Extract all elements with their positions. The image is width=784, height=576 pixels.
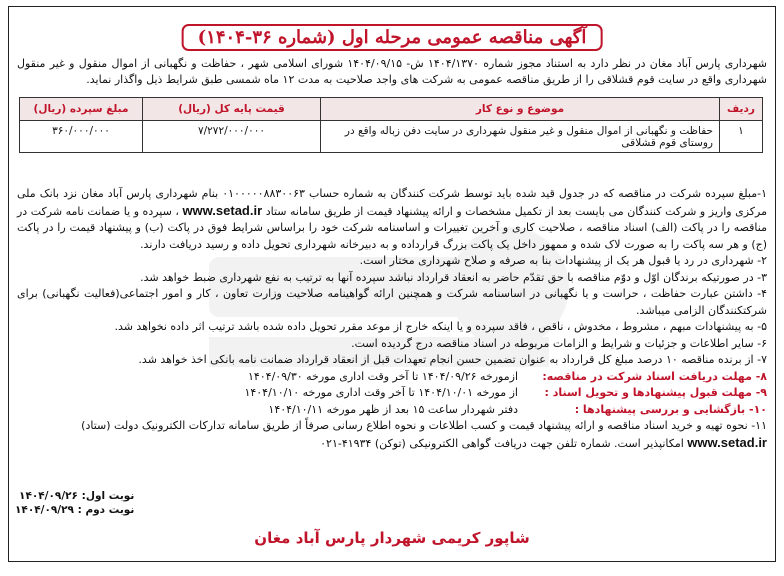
submission-deadline-value: از مورخه ۱۴۰۴/۱۰/۰۱ تا آخر وقت اداری مورخه ۱۴۰۴/۱۰/۱۰ bbox=[244, 386, 518, 399]
condition-10 bbox=[17, 402, 767, 419]
tender-notice bbox=[8, 6, 776, 562]
mayor-signature: شاپور کریمی شهردار پارس آباد مغان bbox=[254, 529, 530, 547]
row-number: ۱ bbox=[720, 121, 763, 153]
opening-label: ۱۰- بازگشایی و بررسی پیشنهادها : bbox=[574, 402, 767, 416]
second-turn: نوبت دوم : ۱۴۰۴/۰۹/۲۹ bbox=[15, 504, 135, 516]
opening-value: دفتر شهردار ساعت ۱۵ بعد از ظهر مورخه ۱۴۰۴/۱۰/۱۱ bbox=[268, 402, 518, 416]
condition-1-text-a: ۱-مبلغ سپرده شرکت در مناقصه که در جدول قید شده باید توسط شرکت کنندگان به شماره حساب ۰۱۰۰۰۰۰۸۸۳۰۰۶۳ بنام شهرداری پارس آباد مغان نزد بانک ملی مرکزی واریز و شرکت کنندگان می بایست بعد از تکمیل مشخصات و ارائه پیشنهاد قیمت از طریق سامانه ستاد bbox=[17, 187, 767, 218]
document-deadline-value: ازمورخه ۱۴۰۴/۰۹/۲۶ تا آخر وقت اداری مورخه ۱۴۰۴/۰۹/۳۰ bbox=[247, 369, 518, 383]
condition-6: ۶- سایر اطلاعات و جزئیات و شرایط و الزامات مربوطه در اسناد مناقصه درج گردیده است. bbox=[351, 336, 767, 350]
table-header-row bbox=[20, 98, 763, 121]
row-subject: حفاظت و نگهبانی از اموال منقول و غیر منقول شهرداری در سایت دفن زباله واقع در روستای قوم قشلاقی bbox=[321, 121, 720, 153]
condition-4: ۴- داشتن عبارت حفاظت ، حراست و یا نگهبانی در اساسنامه شرکت و همچنین ارائه گواهینامه صلاحیت وزارت تعاون ، کار و امور اجتماعی(فعالیت نگهبانی) برای شرکتکنندگان الزامی میباشد. bbox=[17, 287, 767, 317]
condition-7: ۷- از برنده مناقصه ۱۰ درصد مبلغ کل قرارداد به عنوان تضمین حسن انجام تعهدات قبل از انعقاد قرارداد ضمانت نامه بانکی اخذ خواهد شد. bbox=[138, 353, 767, 366]
condition-1 bbox=[17, 186, 767, 253]
condition-11-text-a: ۱۱- نحوه تهیه و خرید اسناد مناقصه و ارائه پیشنهاد قیمت و کسب اطلاعات و نحوه اطلاع رسانی صرفاً از طریق سامانه تدارکات الکترونیک دولت (ستاد) bbox=[81, 419, 767, 432]
col-subject-header: موضوع و نوع کار bbox=[321, 98, 720, 121]
first-turn: نوبت اول: ۱۴۰۴/۰۹/۲۶ bbox=[19, 490, 135, 502]
col-deposit-header: مبلغ سپرده (ریال) bbox=[20, 98, 143, 121]
setad-link[interactable]: www.setad.ir bbox=[182, 202, 263, 218]
submission-deadline-label: ۹- مهلت قبول پیشنهادها و تحویل اسناد : bbox=[544, 386, 767, 399]
condition-5: ۵- به پیشنهادات مبهم ، مشروط ، مخدوش ، ناقص ، فاقد سپرده و یا اینکه خارج از موعد مقرر تحویل داده شده باشد ترتیب اثر داده نخواهد شد. bbox=[114, 320, 767, 333]
tender-table bbox=[19, 97, 763, 153]
notice-title: آگهی مناقصه عمومی مرحله اول (شماره ۳۶-۱۴۰۴) bbox=[182, 24, 603, 51]
setad-link-2[interactable]: www.setad.ir bbox=[687, 434, 767, 450]
intro-paragraph: شهرداری پارس آباد مغان در نظر دارد به استناد مجوز شماره ۱۴۰۴/۱۳۷۰ ش- ۱۴۰۴/۰۹/۱۵ شورای اسلامی شهر ، حفاظت و نگهبانی از اموال منقول و غیر منقول شهرداری واقع در سایت قوم قشلاقی را از طریق مناقصه عمومی به شرکت های واجد صلاحیت به مدت ۱۲ ماه شمسی طبق شرایط ذیل واگذار نماید. bbox=[17, 57, 768, 86]
condition-9 bbox=[17, 385, 767, 402]
table-row bbox=[20, 121, 763, 153]
condition-8 bbox=[17, 369, 767, 386]
conditions-list bbox=[17, 186, 767, 452]
col-row-header: ردیف bbox=[720, 98, 763, 121]
condition-1-text-b: ، سپرده و یا ضمانت نامه شرکت در مناقصه را در پاکت (الف) اسناد مناقصه ، صلاحیت کاری و آخرین تغییرات و اساسنامه شرکت خود را براساس شرایط فوق در پاکت (ب) و پیشنهاد قیمت را در پاکت (ج) و هر سه پاکت را به صورت لاک شده و ممهور داخل یک پاکت بزرگ قرارداده و به دبیرخانه شهرداری تحویل داده و رسید دریافت دارند. bbox=[17, 204, 767, 251]
condition-2: ۲- شهرداری در رد یا قبول هر یک از پیشنهادات بنا به صرفه و صلاح شهرداری مختار است. bbox=[359, 254, 767, 267]
condition-3: ۳- در صورتیکه برندگان اوّل و دوّم مناقصه با حق تقدّم حاضر به انعقاد قرارداد نباشد سپرده آنها به ترتیب به نفع شهرداری ضبط خواهد شد. bbox=[140, 270, 767, 284]
document-deadline-label: ۸- مهلت دریافت اسناد شرکت در مناقصه: bbox=[542, 369, 767, 383]
publication-turns bbox=[15, 489, 134, 517]
row-deposit: ۳۶۰/۰۰۰/۰۰۰ bbox=[20, 121, 143, 153]
condition-11-text-b: امکانپذیر است. شماره تلفن جهت دریافت گواهی الکترونیکی (توکن) ۴۱۹۳۴-۰۲۱ bbox=[320, 436, 684, 450]
condition-11 bbox=[17, 418, 767, 452]
col-base-price-header: قیمت پایه کل (ریال) bbox=[143, 98, 321, 121]
row-base-price: ۷/۲۷۲/۰۰۰/۰۰۰ bbox=[143, 121, 321, 153]
